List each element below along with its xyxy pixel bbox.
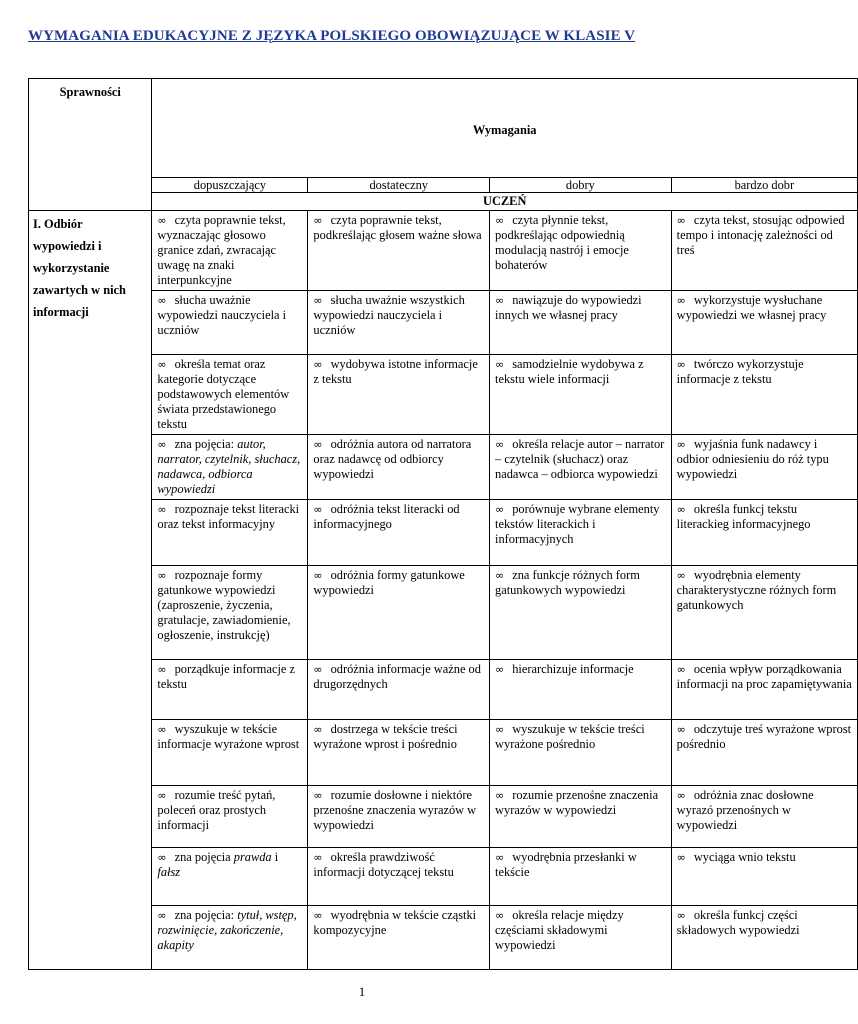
infinity-bullet-icon: ∞: [157, 909, 167, 922]
requirement-cell: [152, 355, 308, 435]
requirement-text: zna pojęcia:: [174, 437, 238, 451]
page-number: 1: [358, 984, 366, 999]
requirement-cell: [671, 291, 857, 355]
infinity-bullet-icon: ∞: [313, 851, 323, 864]
requirement-text: zna pojęcia:: [174, 908, 238, 922]
requirement-text: wyciąga wnio tekstu: [693, 850, 796, 864]
infinity-bullet-icon: ∞: [676, 851, 686, 864]
requirement-text: czyta tekst, stosując odpowied tempo i intonację zależności od treś: [676, 213, 845, 257]
requirement-cell: [490, 211, 672, 291]
requirement-text: odróżnia autora od narratora oraz nadawcę od odbiorcy wypowiedzi: [313, 437, 472, 481]
level-dostateczny: dostateczny: [308, 178, 490, 193]
infinity-bullet-icon: ∞: [157, 851, 167, 864]
table-row: [29, 566, 858, 660]
requirement-text: rozumie treść pytań, poleceń oraz prostych informacji: [157, 788, 276, 832]
requirement-cell: [671, 435, 857, 500]
requirement-text: prawda: [233, 850, 272, 864]
requirement-text: dostrzega w tekście treści wyrażone wprost i pośrednio: [313, 722, 458, 751]
requirement-text: zna funkcje różnych form gatunkowych wypowiedzi: [495, 568, 640, 597]
requirement-cell: [671, 566, 857, 660]
infinity-bullet-icon: ∞: [676, 663, 686, 676]
requirement-cell: [490, 566, 672, 660]
infinity-bullet-icon: ∞: [313, 358, 323, 371]
infinity-bullet-icon: ∞: [157, 663, 167, 676]
requirement-cell: [671, 660, 857, 720]
infinity-bullet-icon: ∞: [676, 569, 686, 582]
requirement-text: wydobywa istotne informacje z tekstu: [313, 357, 478, 386]
requirement-text: rozpoznaje formy gatunkowe wypowiedzi (zaproszenie, życzenia, gratulacje, zawiadomienie, ogłoszenie, instrukcję): [157, 568, 291, 642]
requirement-text: nawiązuje do wypowiedzi innych we własnej pracy: [495, 293, 642, 322]
infinity-bullet-icon: ∞: [495, 909, 505, 922]
requirement-text: autor, narrator, czytelnik, słuchacz, nadawca, odbiorca wypowiedzi: [157, 437, 301, 496]
requirement-cell: [152, 566, 308, 660]
requirement-text: czyta płynnie tekst, podkreślając odpowiednią modulacją nastrój i emocje bohaterów: [495, 213, 629, 272]
infinity-bullet-icon: ∞: [495, 294, 505, 307]
infinity-bullet-icon: ∞: [495, 789, 505, 802]
header-wymagania: Wymagania: [152, 79, 858, 178]
requirement-text: odróżnia formy gatunkowe wypowiedzi: [313, 568, 465, 597]
requirement-text: samodzielnie wydobywa z tekstu wiele informacji: [495, 357, 644, 386]
infinity-bullet-icon: ∞: [676, 789, 686, 802]
table-row: [29, 720, 858, 786]
requirement-text: czyta poprawnie tekst, podkreślając głosem ważne słowa: [313, 213, 482, 242]
requirement-text: słucha uważnie wszystkich wypowiedzi nauczyciela i uczniów: [313, 293, 465, 337]
requirement-cell: [152, 906, 308, 970]
requirement-cell: [152, 500, 308, 566]
requirement-cell: [308, 848, 490, 906]
requirement-text: porównuje wybrane elementy tekstów literackich i informacyjnych: [495, 502, 660, 546]
header-row: [29, 79, 858, 178]
requirement-text: rozumie dosłowne i niektóre przenośne znaczenia wyrazów w wypowiedzi: [313, 788, 477, 832]
infinity-bullet-icon: ∞: [676, 723, 686, 736]
infinity-bullet-icon: ∞: [313, 663, 323, 676]
infinity-bullet-icon: ∞: [157, 438, 167, 451]
infinity-bullet-icon: ∞: [495, 358, 505, 371]
requirement-cell: [308, 660, 490, 720]
requirement-cell: [308, 906, 490, 970]
requirement-text: wyjaśnia funk nadawcy i odbior odniesieniu do róż typu wypowiedzi: [676, 437, 829, 481]
requirement-text: określa funkcj części składowych wypowiedzi: [676, 908, 800, 937]
requirement-cell: [490, 500, 672, 566]
infinity-bullet-icon: ∞: [313, 438, 323, 451]
requirement-cell: [490, 660, 672, 720]
requirement-cell: [671, 500, 857, 566]
table-row: [29, 906, 858, 970]
levels-row: [29, 178, 858, 193]
requirement-cell: [152, 435, 308, 500]
infinity-bullet-icon: ∞: [495, 723, 505, 736]
requirement-text: określa relacje między częściami składowymi wypowiedzi: [495, 908, 624, 952]
requirement-cell: [490, 848, 672, 906]
table-row: [29, 786, 858, 848]
infinity-bullet-icon: ∞: [157, 789, 167, 802]
requirement-text: określa temat oraz kategorie dotyczące podstawowych elementów świata przedstawionego tekstu: [157, 357, 290, 431]
infinity-bullet-icon: ∞: [157, 294, 167, 307]
infinity-bullet-icon: ∞: [676, 438, 686, 451]
infinity-bullet-icon: ∞: [495, 503, 505, 516]
requirement-text: określa prawdziwość informacji dotyczącej tekstu: [313, 850, 454, 879]
requirement-text: tytuł, wstęp, rozwinięcie, zakończenie, akapity: [157, 908, 297, 952]
infinity-bullet-icon: ∞: [495, 438, 505, 451]
infinity-bullet-icon: ∞: [313, 294, 323, 307]
infinity-bullet-icon: ∞: [157, 214, 167, 227]
requirement-text: twórczo wykorzystuje informacje z tekstu: [676, 357, 804, 386]
infinity-bullet-icon: ∞: [676, 294, 686, 307]
requirement-text: wyodrębnia elementy charakterystyczne różnych form gatunkowych: [676, 568, 837, 612]
requirements-table: [28, 78, 858, 970]
requirement-cell: [308, 500, 490, 566]
requirement-text: wykorzystuje wysłuchane wypowiedzi we własnej pracy: [676, 293, 827, 322]
requirement-cell: [671, 848, 857, 906]
requirement-cell: [308, 211, 490, 291]
requirement-text: fałsz: [157, 865, 181, 879]
requirement-cell: [308, 720, 490, 786]
requirement-text: odróżnia znac dosłowne wyrazó przenośnych w wypowiedzi: [676, 788, 814, 832]
infinity-bullet-icon: ∞: [676, 214, 686, 227]
requirement-cell: [152, 291, 308, 355]
requirement-cell: [490, 435, 672, 500]
requirement-cell: [671, 355, 857, 435]
infinity-bullet-icon: ∞: [676, 909, 686, 922]
requirement-text: porządkuje informacje z tekstu: [157, 662, 295, 691]
table-row: [29, 848, 858, 906]
infinity-bullet-icon: ∞: [313, 503, 323, 516]
requirement-text: hierarchizuje informacje: [512, 662, 634, 676]
infinity-bullet-icon: ∞: [495, 569, 505, 582]
table-row: [29, 211, 858, 291]
table-row: [29, 660, 858, 720]
requirement-cell: [490, 720, 672, 786]
infinity-bullet-icon: ∞: [157, 569, 167, 582]
requirement-cell: [308, 435, 490, 500]
document-title: WYMAGANIA EDUKACYJNE Z JĘZYKA POLSKIEGO OBOWIĄZUJĄCE W KLASIE V: [28, 28, 636, 44]
infinity-bullet-icon: ∞: [313, 789, 323, 802]
requirement-text: określa funkcj tekstu literackieg informacyjnego: [676, 502, 811, 531]
infinity-bullet-icon: ∞: [157, 358, 167, 371]
requirement-text: wyodrębnia w tekście cząstki kompozycyjne: [313, 908, 477, 937]
infinity-bullet-icon: ∞: [495, 214, 505, 227]
requirement-text: wyszukuje w tekście informacje wyrażone wprost: [157, 722, 300, 751]
requirement-text: słucha uważnie wypowiedzi nauczyciela i uczniów: [157, 293, 287, 337]
infinity-bullet-icon: ∞: [676, 503, 686, 516]
table-row: [29, 291, 858, 355]
requirement-text: określa relacje autor – narrator – czytelnik (słuchacz) oraz nadawca – odbiorca wypowiedzi: [495, 437, 665, 481]
requirement-text: odróżnia informacje ważne od drugorzędnych: [313, 662, 481, 691]
requirement-cell: [308, 291, 490, 355]
requirement-cell: [152, 660, 308, 720]
requirement-text: odczytuje treś wyrażone wprost pośrednio: [676, 722, 852, 751]
infinity-bullet-icon: ∞: [313, 569, 323, 582]
uczen-row: [29, 193, 858, 211]
requirement-cell: [152, 720, 308, 786]
requirement-text: czyta poprawnie tekst, wyznaczając głosowo granice zdań, zwracając uwagę na znaki interpunkcyjne: [157, 213, 286, 287]
requirement-text: ocenia wpływ porządkowania informacji na proc zapamiętywania: [676, 662, 852, 691]
requirement-cell: [490, 291, 672, 355]
table-row: [29, 355, 858, 435]
requirement-text: rozumie przenośne znaczenia wyrazów w wypowiedzi: [495, 788, 659, 817]
infinity-bullet-icon: ∞: [157, 723, 167, 736]
requirement-text: wyszukuje w tekście treści wyrażone pośrednio: [495, 722, 645, 751]
requirement-cell: [671, 211, 857, 291]
infinity-bullet-icon: ∞: [313, 909, 323, 922]
requirements-table-wrapper: [28, 78, 852, 970]
requirement-cell: [490, 906, 672, 970]
infinity-bullet-icon: ∞: [676, 358, 686, 371]
level-dopuszczajacy: dopuszczający: [152, 178, 308, 193]
requirement-text: i: [271, 850, 279, 864]
infinity-bullet-icon: ∞: [495, 851, 505, 864]
uczen-label: UCZEŃ: [152, 193, 858, 211]
requirement-cell: [308, 566, 490, 660]
requirement-cell: [671, 720, 857, 786]
table-row: [29, 500, 858, 566]
requirement-cell: [490, 786, 672, 848]
requirement-cell: [152, 211, 308, 291]
requirement-text: odróżnia tekst literacki od informacyjnego: [313, 502, 460, 531]
infinity-bullet-icon: ∞: [313, 723, 323, 736]
table-row: [29, 435, 858, 500]
infinity-bullet-icon: ∞: [313, 214, 323, 227]
requirement-cell: [671, 786, 857, 848]
requirement-text: zna pojęcia: [174, 850, 234, 864]
infinity-bullet-icon: ∞: [157, 503, 167, 516]
requirement-text: wyodrębnia przesłanki w tekście: [495, 850, 637, 879]
infinity-bullet-icon: ∞: [495, 663, 505, 676]
requirement-cell: [152, 786, 308, 848]
requirement-cell: [308, 786, 490, 848]
requirement-cell: [490, 355, 672, 435]
requirement-cell: [308, 355, 490, 435]
level-bardzo-dobry: bardzo dobr: [671, 178, 857, 193]
requirement-cell: [152, 848, 308, 906]
requirement-text: rozpoznaje tekst literacki oraz tekst informacyjny: [157, 502, 300, 531]
skill-name: I. Odbiór wypowiedzi i wykorzystanie zawartych w nich informacji: [29, 211, 152, 970]
header-sprawnosci: Sprawności: [29, 79, 152, 211]
requirement-cell: [671, 906, 857, 970]
level-dobry: dobry: [490, 178, 672, 193]
